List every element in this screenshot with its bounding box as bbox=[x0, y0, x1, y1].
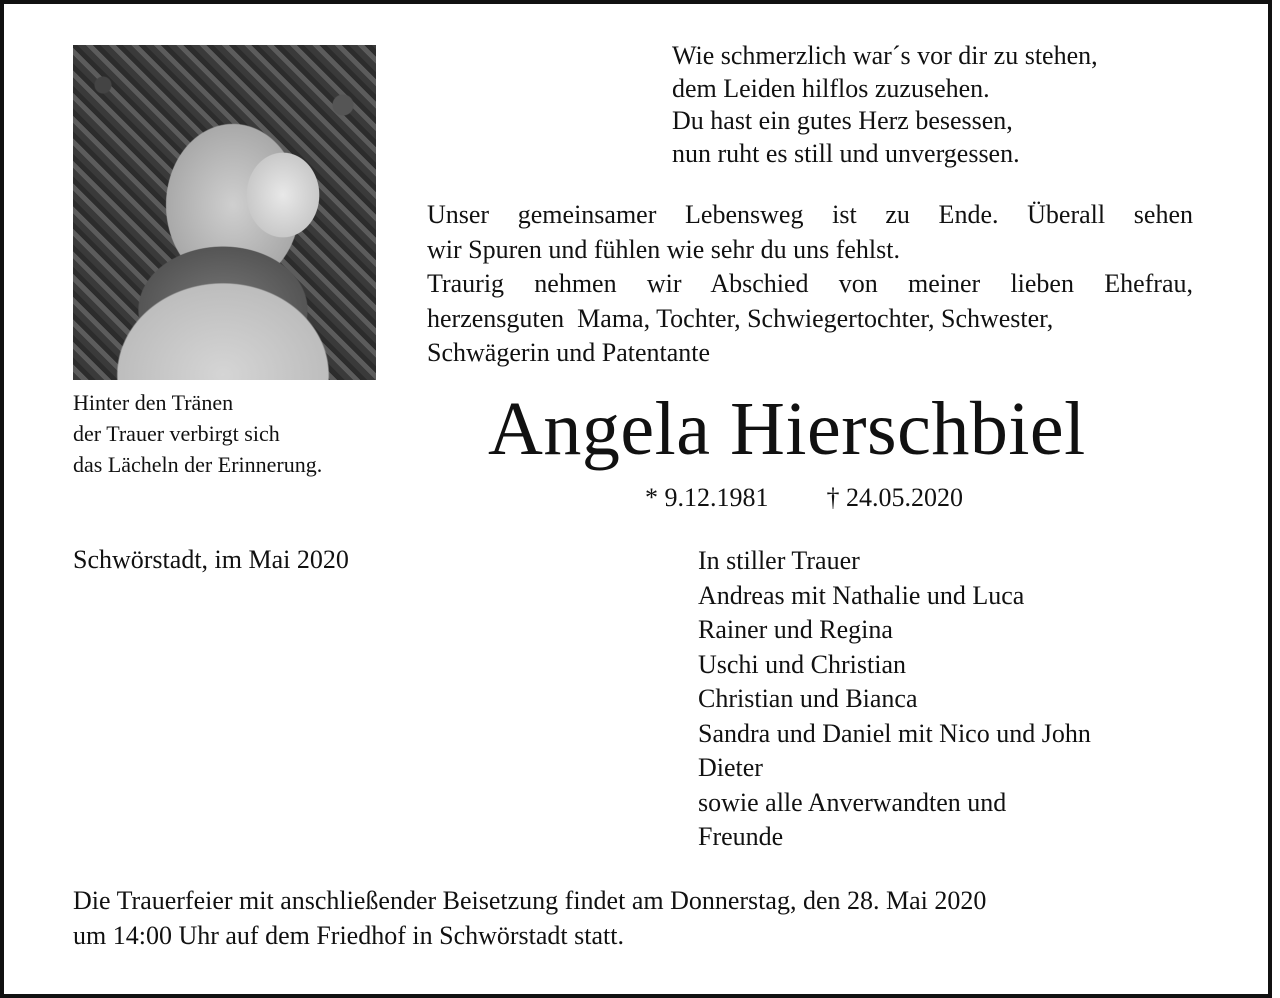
life-dates bbox=[645, 482, 963, 514]
caption-line: Hinter den Tränen bbox=[73, 390, 234, 415]
death-date: † 24.05.2020 bbox=[826, 483, 963, 512]
portrait-photo bbox=[73, 45, 376, 380]
mourner-line: Sandra und Daniel mit Nico und John bbox=[698, 718, 1091, 748]
farewell-line: wir Spuren und fühlen wie sehr du uns fehlst. bbox=[427, 234, 900, 264]
verse-line: dem Leiden hilflos zuzusehen. bbox=[672, 73, 990, 103]
farewell-line: Traurig nehmen wir Abschied von meiner lieben Ehefrau, bbox=[427, 269, 1193, 298]
mourner-line: Dieter bbox=[698, 753, 763, 782]
farewell-line: Unser gemeinsamer Lebensweg ist zu Ende. Überall sehen bbox=[427, 200, 1193, 229]
service-line: um 14:00 Uhr auf dem Friedhof in Schwörstadt statt. bbox=[73, 920, 624, 950]
caption-line: der Trauer verbirgt sich bbox=[73, 421, 280, 446]
photo-caption bbox=[73, 387, 322, 480]
deceased-name: Angela Hierschbiel bbox=[488, 387, 1086, 471]
farewell-line: herzensguten Mama, Tochter, Schwiegertochter, Schwester, bbox=[427, 303, 1054, 333]
mourner-line: Uschi und Christian bbox=[698, 649, 906, 679]
mourner-line: In stiller Trauer bbox=[698, 546, 860, 575]
verse-line: Wie schmerzlich war´s vor dir zu stehen, bbox=[672, 41, 1098, 70]
service-announcement bbox=[73, 884, 986, 953]
verse bbox=[672, 40, 1098, 170]
caption-line: das Lächeln der Erinnerung. bbox=[73, 452, 323, 477]
mourner-line: Andreas mit Nathalie und Luca bbox=[698, 580, 1025, 610]
farewell-text bbox=[427, 198, 1193, 371]
mourner-line: Rainer und Regina bbox=[698, 615, 893, 644]
mourner-line: Freunde bbox=[698, 822, 784, 851]
place-and-date: Schwörstadt, im Mai 2020 bbox=[73, 545, 349, 574]
verse-line: Du hast ein gutes Herz besessen, bbox=[672, 106, 1013, 135]
mourners-list bbox=[698, 544, 1091, 855]
service-line: Die Trauerfeier mit anschließender Beisetzung findet am Donnerstag, den 28. Mai 2020 bbox=[73, 886, 987, 915]
mourner-line: Christian und Bianca bbox=[698, 684, 918, 713]
birth-date: * 9.12.1981 bbox=[645, 483, 769, 512]
farewell-line: Schwägerin und Patentante bbox=[427, 338, 711, 367]
mourner-line: sowie alle Anverwandten und bbox=[698, 787, 1007, 817]
verse-line: nun ruht es still und unvergessen. bbox=[672, 138, 1020, 168]
